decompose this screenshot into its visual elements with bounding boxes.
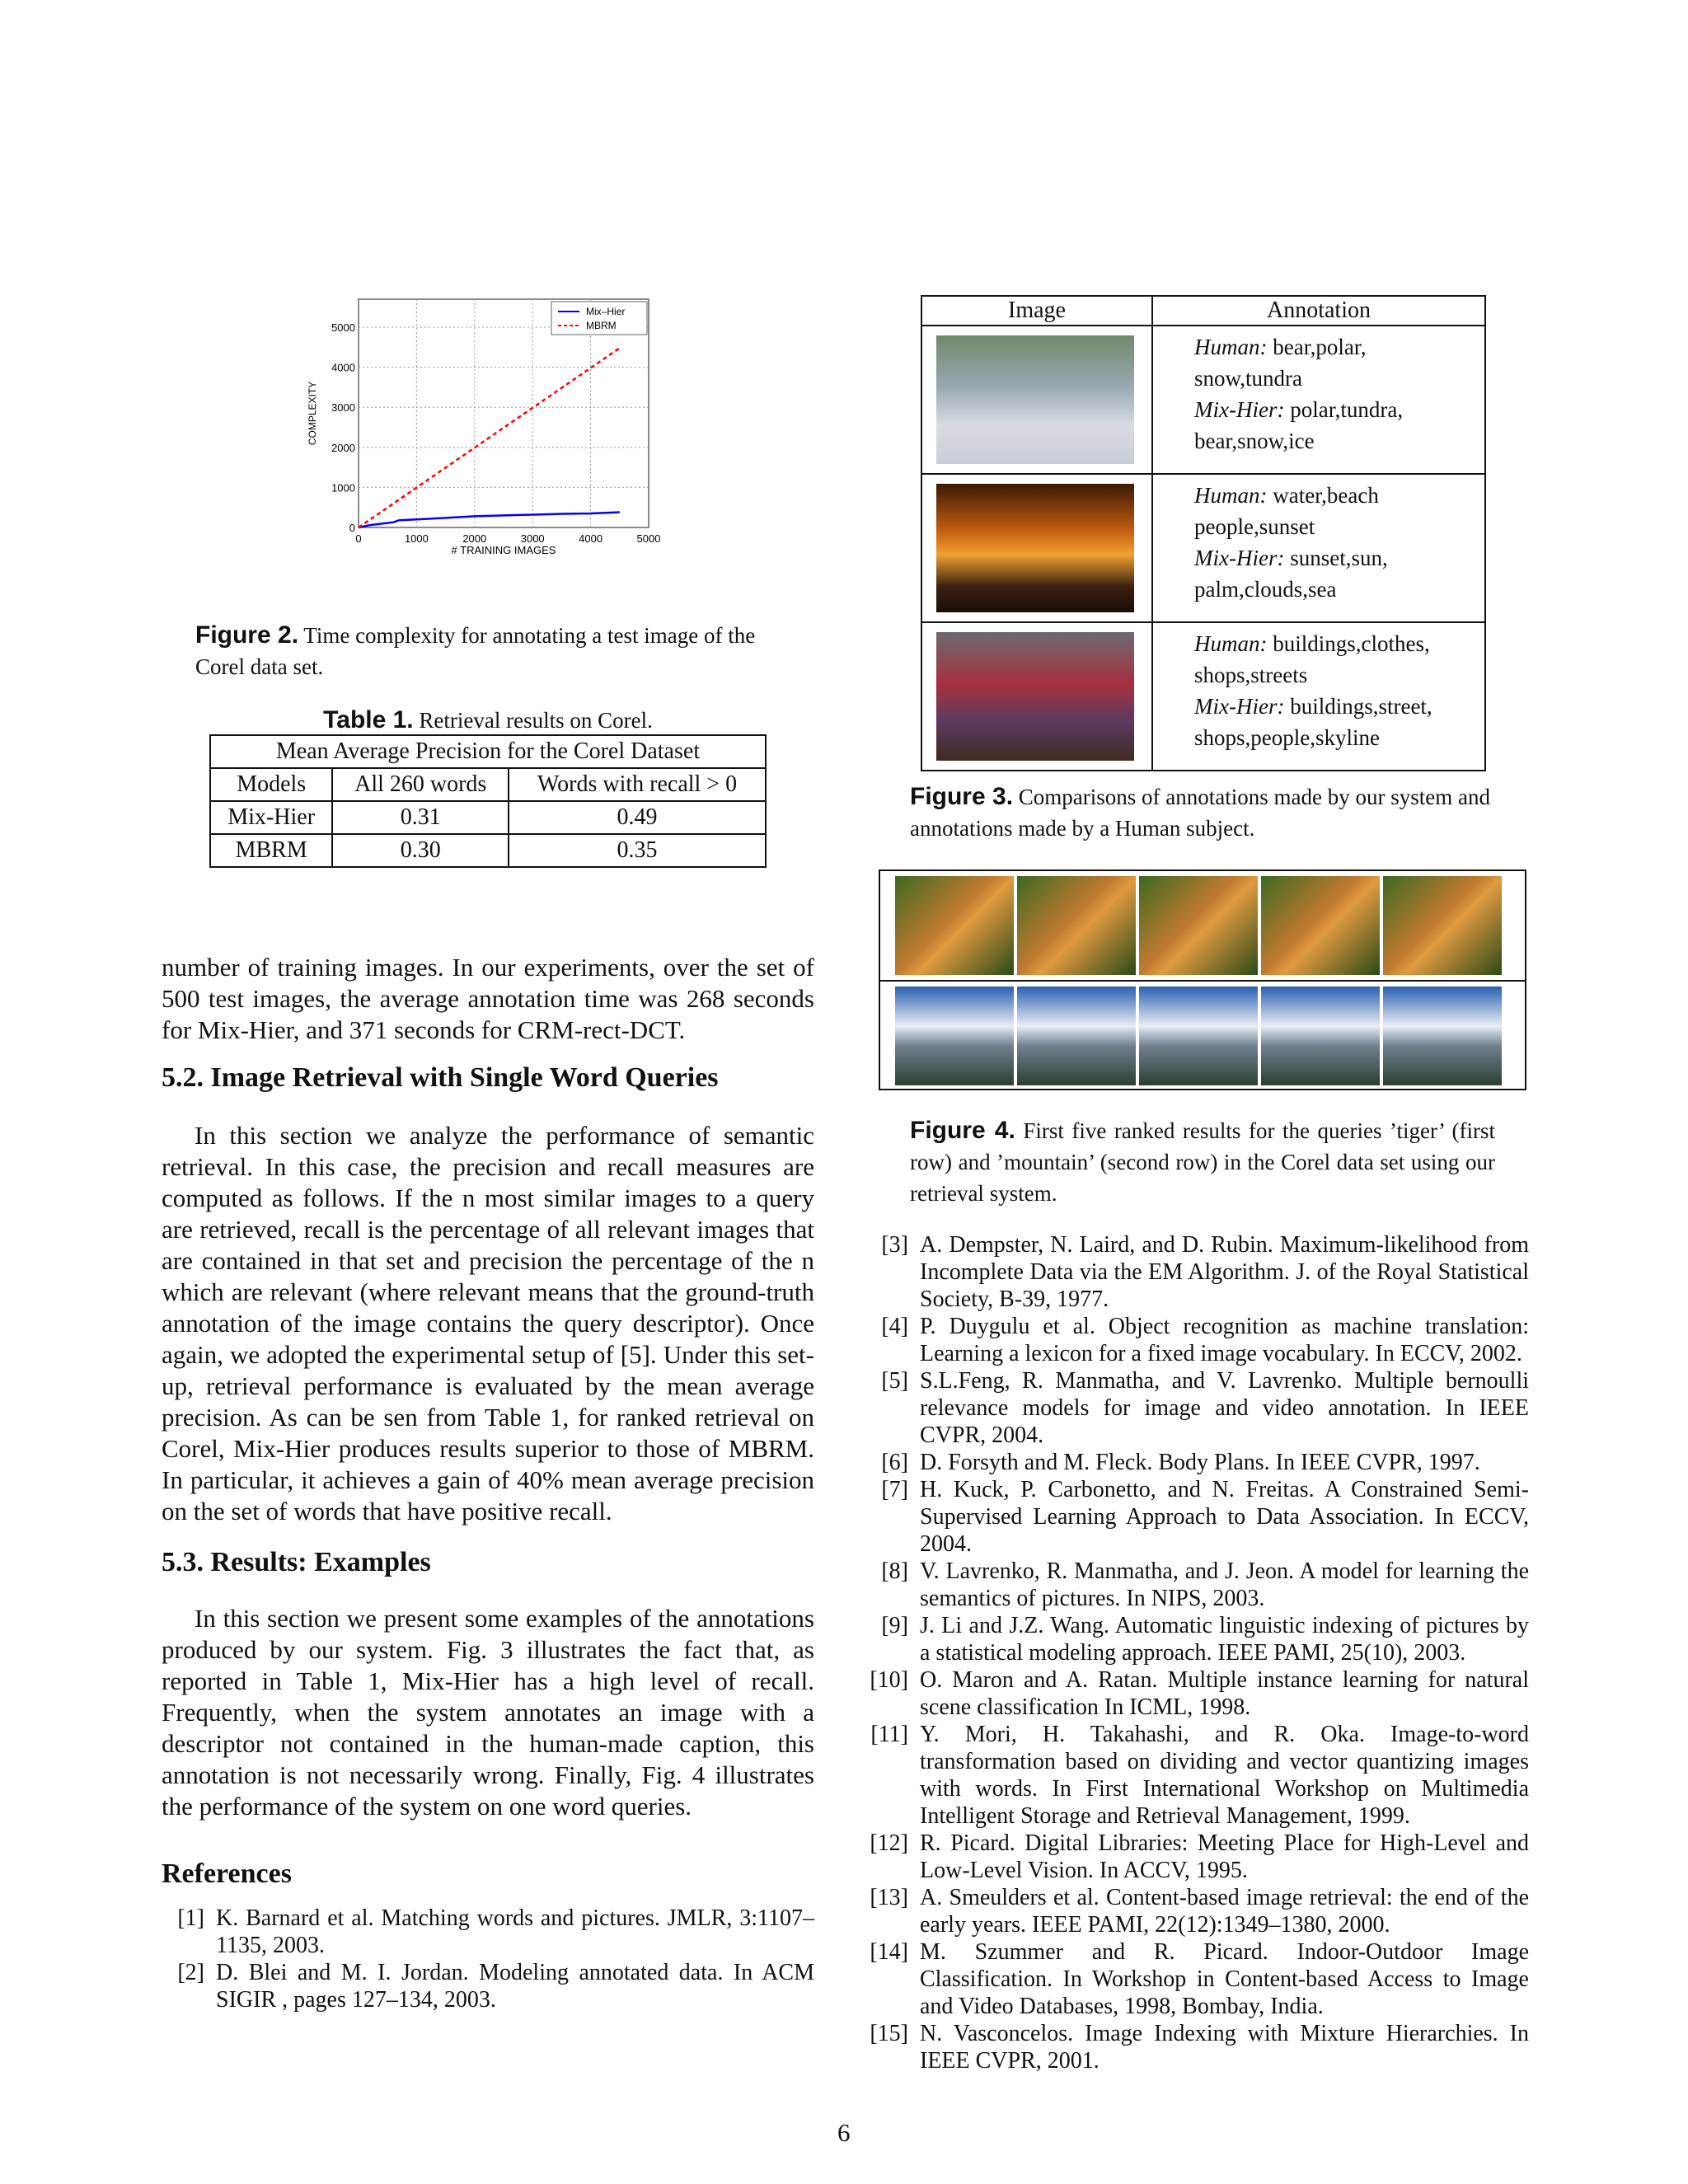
tiger-result-image — [1017, 876, 1136, 975]
image-cell — [921, 622, 1152, 771]
reference-item — [865, 1666, 1529, 1721]
reference-text: H. Kuck, P. Carbonetto, and N. Freitas. A Constrained Semi-Supervised Learning Approach to Data Association. In ECCV, 2004. — [920, 1477, 1529, 1557]
x-tick-label: 1000 — [404, 532, 429, 545]
cell: 0.30 — [332, 834, 509, 867]
mountain-result-image — [895, 987, 1014, 1085]
reference-number: [13] — [870, 1885, 908, 1910]
reference-text: O. Maron and A. Ratan. Multiple instance learning for natural scene classification In ICML, 1998. — [920, 1667, 1529, 1720]
reference-item — [162, 1905, 814, 1959]
x-tick-label: 5000 — [636, 532, 661, 545]
page-number: 6 — [837, 2118, 851, 2147]
figure-3-caption — [910, 781, 1503, 844]
column-header: Image — [921, 296, 1152, 326]
mixhier-annotation: buildings,street, shops,people,skyline — [1194, 694, 1432, 750]
cell: MBRM — [210, 834, 332, 867]
reference-number: [12] — [870, 1830, 908, 1856]
mixhier-annotation: polar,tundra, bear,snow,ice — [1194, 397, 1404, 453]
y-tick-label: 3000 — [331, 401, 355, 415]
table-1-caption — [209, 705, 767, 736]
reference-number: [9] — [881, 1613, 908, 1638]
mountain-result-image — [1017, 987, 1136, 1085]
reference-number: [11] — [870, 1722, 908, 1747]
reference-item — [865, 1231, 1529, 1313]
reference-item — [865, 1558, 1529, 1612]
x-axis-label: # TRAINING IMAGES — [451, 544, 556, 556]
image-cell — [921, 326, 1152, 474]
cell: Mix-Hier — [210, 801, 332, 834]
mountain-result-image — [1261, 987, 1380, 1085]
reference-number: [15] — [870, 2021, 908, 2046]
reference-item — [865, 1313, 1529, 1367]
mixhier-label: Mix-Hier: — [1194, 694, 1285, 719]
human-label: Human: — [1194, 335, 1268, 359]
annotation-cell — [1152, 326, 1485, 474]
figure-3-table — [921, 295, 1486, 771]
caption-label: Figure 4. — [910, 1117, 1015, 1144]
mountain-result-image — [1139, 987, 1258, 1085]
caption-label: Figure 2. — [195, 621, 299, 649]
reference-number: [3] — [881, 1232, 908, 1258]
reference-number: [5] — [881, 1368, 908, 1394]
reference-text: V. Lavrenko, R. Manmatha, and J. Jeon. A model for learning the semantics of pictures. In NIPS, 2003. — [920, 1558, 1529, 1611]
paragraph: In this section we present some examples of the annotations produced by our system. Fig. 3 illustrates the fact that, as reported in Table 1, Mix-Hier has a high level of recall. Frequently, when the system annotates an image with a descriptor not contained in the human-made caption, this annotation is not necessarily wrong. Finally, Fig. 4 illustrates the performance of the system on one word queries. — [162, 1604, 814, 1821]
left-column — [162, 952, 814, 2013]
cell: 0.49 — [509, 801, 766, 834]
reference-text: D. Forsyth and M. Fleck. Body Plans. In IEEE CVPR, 1997. — [920, 1450, 1480, 1475]
corel-photo — [936, 484, 1134, 612]
mountain-result-image — [1383, 987, 1502, 1085]
reference-item — [865, 1367, 1529, 1449]
annotation-row — [921, 474, 1485, 622]
column-header: Annotation — [1152, 296, 1485, 326]
legend-label: Mix–Hier — [586, 306, 626, 317]
human-annotation: water,beach people,sunset — [1194, 483, 1379, 539]
image-cell — [921, 474, 1152, 622]
y-tick-label: 2000 — [331, 441, 355, 454]
x-tick-label: 0 — [355, 532, 362, 545]
reference-item — [865, 1884, 1529, 1938]
reference-number: [10] — [870, 1667, 908, 1693]
reference-text: A. Smeulders et al. Content-based image retrieval: the end of the early years. IEEE PAMI, 22(12):1349–1380, 2000. — [920, 1885, 1529, 1938]
tiger-result-image — [1383, 876, 1502, 975]
reference-text: D. Blei and M. I. Jordan. Modeling annotated data. In ACM SIGIR , pages 127–134, 2003. — [216, 1960, 814, 2013]
reference-number: [2] — [177, 1960, 204, 1985]
reference-number: [1] — [177, 1905, 204, 1931]
corel-photo — [936, 632, 1134, 761]
caption-label: Table 1. — [323, 706, 414, 733]
annotation-row — [921, 622, 1485, 771]
reference-number: [14] — [870, 1939, 908, 1965]
reference-text: A. Dempster, N. Laird, and D. Rubin. Maximum-likelihood from Incomplete Data via the EM Algorithm. J. of the Royal Statistical Society, B-39, 1977. — [920, 1232, 1529, 1312]
caption-label: Figure 3. — [910, 783, 1014, 810]
mixhier-annotation: sunset,sun, palm,clouds,sea — [1194, 546, 1388, 602]
paragraph: In this section we analyze the performance of semantic retrieval. In this case, the precision and recall measures are computed as follows. If the n most similar images to a query are retrieved, recall is the percentage of all relevant images that are contained in that set and precision the percentage of the n which are relevant (where relevant means that the ground-truth annotation of the image contains the query descriptor). Once again, we adopted the experimental setup of [5]. Under this set-up, retrieval performance is evaluated by the mean average precision. As can be sen from Table 1, for ranked retrieval on Corel, Mix-Hier produces results superior to those of MBRM. In particular, it achieves a gain of 40% mean average precision on the set of words that have positive recall. — [162, 1121, 814, 1526]
corel-photo — [936, 335, 1134, 464]
y-tick-label: 4000 — [331, 361, 355, 374]
reference-item — [865, 1476, 1529, 1558]
column-header: Words with recall > 0 — [509, 768, 766, 801]
reference-text: S.L.Feng, R. Manmatha, and V. Lavrenko. Multiple bernoulli relevance models for image and video annotation. In IEEE CVPR, 2004. — [920, 1368, 1529, 1448]
figure-4-caption — [910, 1115, 1495, 1209]
cell: 0.31 — [332, 801, 509, 834]
reference-item — [865, 1830, 1529, 1884]
tiger-result-image — [1261, 876, 1380, 975]
annotation-cell — [1152, 474, 1485, 622]
reference-item — [865, 1449, 1529, 1476]
table-1 — [209, 734, 767, 868]
caption-text: Time complexity for annotating a test image of the Corel data set. — [195, 623, 756, 679]
reference-text: M. Szummer and R. Picard. Indoor-Outdoor Image Classification. In Workshop in Content-based Access to Image and Video Databases, 1998, Bombay, India. — [920, 1939, 1529, 2019]
reference-item — [162, 1959, 814, 2013]
reference-text: N. Vasconcelos. Image Indexing with Mixture Hierarchies. In IEEE CVPR, 2001. — [920, 2021, 1529, 2074]
table-row — [210, 834, 766, 867]
reference-text: R. Picard. Digital Libraries: Meeting Place for High-Level and Low-Level Vision. In ACCV, 1995. — [920, 1830, 1529, 1883]
y-axis-label: COMPLEXITY — [307, 381, 318, 446]
human-annotation: bear,polar, snow,tundra — [1194, 335, 1367, 391]
column-header: Models — [210, 768, 332, 801]
reference-text: Y. Mori, H. Takahashi, and R. Oka. Image-to-word transformation based on dividing and vector quantizing images with words. In First International Workshop on Multimedia Intelligent Storage and Retrieval Management, 1999. — [920, 1722, 1529, 1829]
series-line-mixhier — [359, 513, 620, 527]
figure-2-caption — [195, 620, 789, 682]
section-heading: 5.3. Results: Examples — [162, 1547, 431, 1577]
reference-text: J. Li and J.Z. Wang. Automatic linguistic indexing of pictures by a statistical modeling approach. IEEE PAMI, 25(10), 2003. — [920, 1613, 1529, 1666]
reference-text: P. Duygulu et al. Object recognition as machine translation: Learning a lexicon for a fixed image vocabulary. In ECCV, 2002. — [920, 1314, 1529, 1366]
caption-text: First five ranked results for the queries ’tiger’ (first row) and ’mountain’ (second row) in the Corel data set using our retrieval system. — [910, 1118, 1495, 1206]
references-heading: References — [162, 1858, 292, 1889]
x-tick-label: 2000 — [462, 532, 487, 545]
reference-number: [7] — [881, 1477, 908, 1502]
human-annotation: buildings,clothes, shops,streets — [1194, 631, 1430, 687]
table-row — [210, 801, 766, 834]
figure-4-grid — [879, 869, 1526, 1090]
tiger-result-image — [895, 876, 1014, 975]
paragraph: number of training images. In our experiments, over the set of 500 test images, the average annotation time was 268 seconds for Mix-Hier, and 371 seconds for CRM-rect-DCT. — [162, 953, 814, 1044]
reference-text: K. Barnard et al. Matching words and pictures. JMLR, 3:1107–1135, 2003. — [216, 1905, 814, 1958]
reference-item — [865, 1938, 1529, 2020]
y-tick-label: 1000 — [331, 481, 355, 494]
column-header: All 260 words — [332, 768, 509, 801]
caption-text: Retrieval results on Corel. — [419, 708, 653, 733]
references-continued — [865, 1231, 1529, 2074]
reference-number: [6] — [881, 1450, 908, 1475]
y-tick-label: 5000 — [331, 321, 355, 335]
x-tick-label: 4000 — [579, 532, 603, 545]
caption-text: Comparisons of annotations made by our system and annotations made by a Human subject. — [910, 785, 1490, 841]
reference-item — [865, 1721, 1529, 1830]
section-heading: 5.2. Image Retrieval with Single Word Queries — [162, 1062, 719, 1093]
tiger-result-image — [1139, 876, 1258, 975]
table-header: Mean Average Precision for the Corel Dataset — [210, 735, 766, 768]
reference-item — [865, 2020, 1529, 2074]
reference-number: [4] — [881, 1314, 908, 1339]
series-line-mbrm — [359, 348, 620, 527]
human-label: Human: — [1194, 483, 1268, 508]
complexity-chart — [297, 288, 676, 560]
annotation-row — [921, 326, 1485, 474]
legend-label: MBRM — [586, 320, 617, 331]
annotation-cell — [1152, 622, 1485, 771]
mixhier-label: Mix-Hier: — [1194, 546, 1285, 570]
reference-number: [8] — [881, 1558, 908, 1584]
cell: 0.35 — [509, 834, 766, 867]
mixhier-label: Mix-Hier: — [1194, 397, 1285, 422]
y-tick-label: 0 — [349, 522, 355, 534]
x-tick-label: 3000 — [520, 532, 545, 545]
reference-item — [865, 1612, 1529, 1666]
human-label: Human: — [1194, 631, 1268, 656]
